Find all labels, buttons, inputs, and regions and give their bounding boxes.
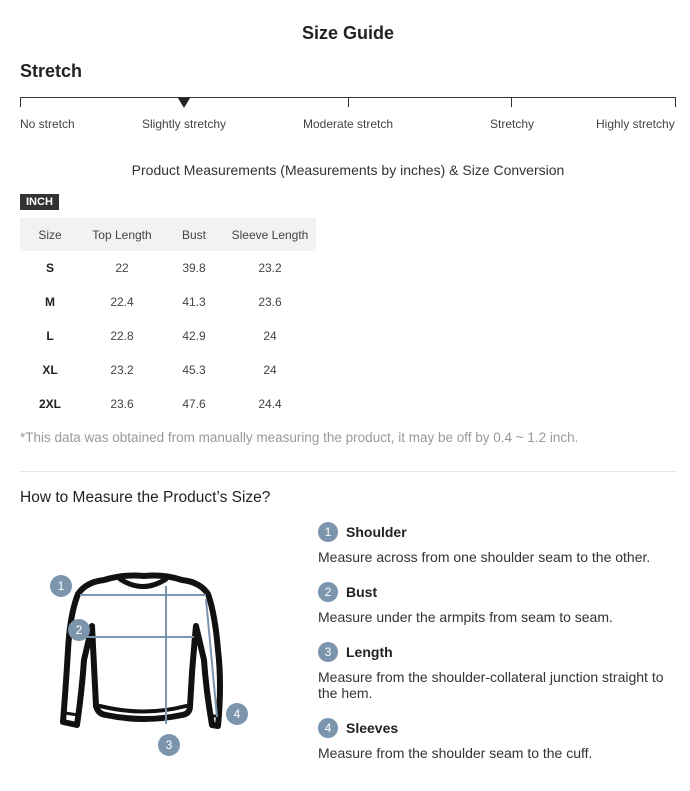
table-cell: 41.3 xyxy=(182,295,206,309)
step-description: Measure under the armpits from seam to seam. xyxy=(318,609,613,625)
column-header: Top Length xyxy=(80,218,164,251)
stretch-label-none: No stretch xyxy=(20,117,75,131)
table-cell: 47.6 xyxy=(182,397,206,411)
section-divider xyxy=(20,471,676,472)
unit-badge: INCH xyxy=(20,194,59,210)
measurements-title: Product Measurements (Measurements by inches) & Size Conversion xyxy=(131,162,565,178)
stretch-tick xyxy=(20,97,21,107)
table-cell: 39.8 xyxy=(182,261,206,275)
size-cell: L xyxy=(46,329,54,343)
stretch-heading: Stretch xyxy=(20,61,83,81)
stretch-label-highly: Highly stretchy xyxy=(596,117,675,131)
table-cell: 23.6 xyxy=(110,397,134,411)
measure-step-sleeves xyxy=(318,718,678,761)
table-row xyxy=(20,353,316,387)
step-name: Length xyxy=(346,644,393,660)
callout-3-label: 3 xyxy=(165,738,173,752)
step-number-badge: 3 xyxy=(318,642,338,662)
column-header: Bust xyxy=(164,218,224,251)
size-cell: XL xyxy=(42,363,58,377)
step-name: Sleeves xyxy=(346,720,399,736)
stretch-tick xyxy=(511,97,512,107)
table-cell: 24 xyxy=(263,329,277,343)
table-cell: 42.9 xyxy=(182,329,206,343)
step-description: Measure across from one shoulder seam to the other. xyxy=(318,549,651,565)
table-cell: 22.8 xyxy=(110,329,134,343)
stretch-tick xyxy=(348,97,349,107)
table-row xyxy=(20,285,316,319)
step-name: Bust xyxy=(346,584,378,600)
how-to-measure-title: How to Measure the Product’s Size? xyxy=(20,489,271,506)
size-cell: S xyxy=(45,261,54,275)
size-cell: M xyxy=(45,295,55,309)
step-number-badge: 1 xyxy=(318,522,338,542)
column-header: Sleeve Length xyxy=(224,218,316,251)
table-cell: 24.4 xyxy=(258,397,282,411)
stretch-label-stretchy: Stretchy xyxy=(490,117,535,131)
size-table xyxy=(20,218,316,421)
table-cell: 23.6 xyxy=(258,295,282,309)
column-header: Size xyxy=(20,218,80,251)
sweater-icon xyxy=(40,560,260,760)
step-name: Shoulder xyxy=(346,524,407,540)
step-number-badge: 2 xyxy=(318,582,338,602)
page-title: Size Guide xyxy=(301,23,395,43)
stretch-selected-marker xyxy=(178,98,190,108)
table-cell: 24 xyxy=(263,363,277,377)
step-number-badge: 4 xyxy=(318,718,338,738)
measure-step-bust xyxy=(318,582,678,625)
measure-step-length xyxy=(318,642,678,701)
stretch-label-moderate: Moderate stretch xyxy=(303,117,394,131)
table-header-row xyxy=(20,218,316,251)
step-description: Measure from the shoulder seam to the cuff. xyxy=(318,745,593,761)
measure-step-shoulder xyxy=(318,522,678,565)
step-description: Measure from the shoulder-collateral junction straight to the hem. xyxy=(318,669,664,701)
size-cell: 2XL xyxy=(38,397,61,411)
stretch-label-slightly: Slightly stretchy xyxy=(142,117,227,131)
table-cell: 22 xyxy=(115,261,129,275)
stretch-tick xyxy=(675,97,676,107)
table-row xyxy=(20,319,316,353)
measurement-footnote: *This data was obtained from manually measuring the product, it may be off by 0.4 ~ 1.2 inch. xyxy=(20,430,579,445)
table-cell: 23.2 xyxy=(258,261,282,275)
table-cell: 23.2 xyxy=(110,363,134,377)
callout-1-label: 1 xyxy=(57,579,65,593)
callout-4-label: 4 xyxy=(233,707,241,721)
table-cell: 22.4 xyxy=(110,295,134,309)
table-row xyxy=(20,387,316,421)
table-row xyxy=(20,251,316,285)
callout-2-label: 2 xyxy=(75,623,83,637)
table-cell: 45.3 xyxy=(182,363,206,377)
